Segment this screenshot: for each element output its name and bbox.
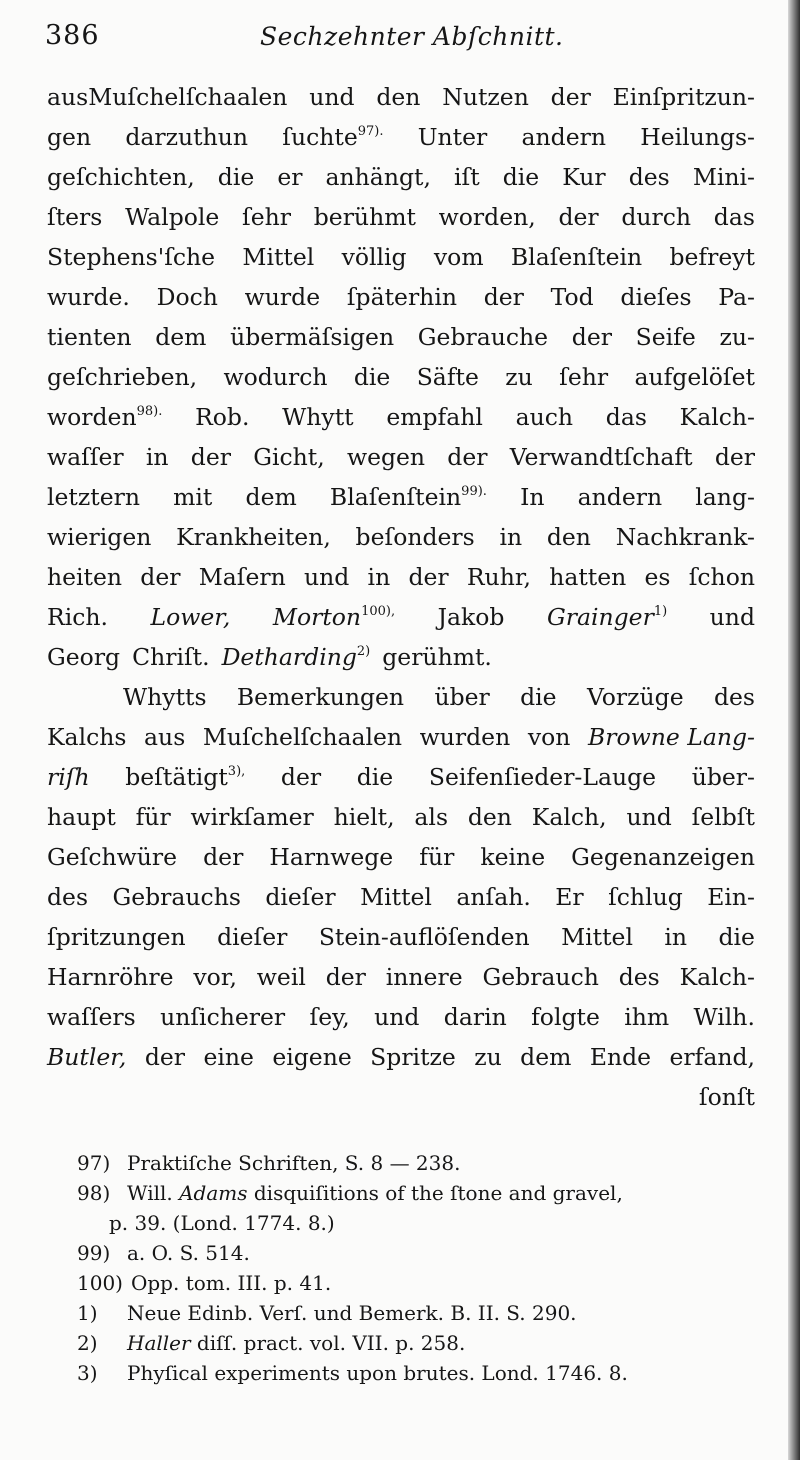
word: die [217, 163, 255, 191]
word [144, 717, 185, 757]
word-text: gen [47, 123, 92, 151]
word-text: worden [47, 403, 137, 431]
word: Harnröhre [47, 963, 174, 991]
footnote [77, 1358, 757, 1388]
word-text: Kalch- [679, 403, 755, 431]
word: ſehr [242, 203, 292, 231]
word-text: Whytt [282, 403, 354, 431]
word [590, 1037, 651, 1077]
word [222, 637, 371, 682]
word-text: Chriſt. [132, 643, 210, 671]
word-text: der [144, 1043, 186, 1071]
word-text: Rob. [195, 403, 250, 431]
text-line [47, 677, 755, 717]
word: und [626, 803, 672, 831]
word: des [618, 963, 660, 991]
text-line [47, 997, 755, 1037]
word-text: Spritze [370, 1043, 456, 1071]
word: haupt [47, 803, 116, 831]
word: Seife [635, 323, 696, 351]
word [547, 597, 667, 642]
footnote-text: p. 39. (Lond. 1774. 8.) [109, 1211, 335, 1235]
word: geſchrieben, [47, 363, 198, 391]
footnote-reference: 100), [361, 604, 396, 619]
word: der [140, 563, 181, 591]
word-text: Muſchelſchaalen [202, 723, 403, 751]
word: geſchichten, [47, 163, 195, 191]
word: Blaſenſtein [510, 243, 643, 271]
word: Mittel [561, 923, 633, 951]
word: den [467, 803, 512, 831]
word [47, 757, 90, 797]
footnote [77, 1238, 757, 1268]
italic-name: Detharding [221, 643, 357, 671]
word: in [664, 923, 688, 951]
word: Nachkrank- [615, 523, 755, 551]
word: die [353, 363, 391, 391]
word: dieſes [620, 283, 692, 311]
word: und [303, 563, 350, 591]
word: ſelbſt [691, 803, 755, 831]
page-edge-shadow [788, 0, 800, 1460]
word [272, 1037, 351, 1077]
word-text: beſtätigt [125, 763, 228, 791]
word-text: dem [520, 1043, 572, 1071]
word: zu- [719, 323, 755, 351]
word: wierigen [47, 523, 152, 551]
text-line [47, 797, 755, 837]
word [282, 117, 383, 162]
word-text: Seifenſieder-Lauge [428, 763, 657, 791]
word [47, 637, 120, 677]
word-text: eigene [272, 1043, 352, 1071]
word [429, 757, 656, 797]
word [281, 757, 321, 797]
word: dem [155, 323, 207, 351]
word: des [47, 883, 89, 911]
word: Einſpritzun- [612, 83, 755, 111]
word: der [558, 203, 599, 231]
word: Nutzen [442, 83, 529, 111]
word: innere [385, 963, 463, 991]
word [695, 477, 755, 517]
word: den [546, 523, 591, 551]
word: berühmt [313, 203, 416, 231]
word [132, 637, 209, 677]
word [47, 477, 140, 517]
footnote [77, 1298, 757, 1328]
word [516, 397, 573, 437]
word: Walpole [125, 203, 220, 231]
text-line [47, 437, 755, 477]
word [418, 117, 488, 157]
word: der [483, 283, 524, 311]
word: völlig [341, 243, 407, 271]
text-line [47, 717, 755, 757]
word-text: auch [515, 403, 574, 431]
word [125, 757, 245, 802]
word-text: Kalchs [47, 723, 127, 751]
word: keine [480, 843, 546, 871]
word [47, 397, 162, 442]
word [47, 717, 126, 757]
word: Gebrauch [482, 963, 599, 991]
footnote-number: 100) [77, 1271, 123, 1295]
word [474, 1037, 502, 1077]
text-line [47, 317, 755, 357]
footnote-number: 1) [77, 1301, 98, 1325]
footnotes [77, 1148, 757, 1388]
word [710, 597, 755, 637]
word [692, 757, 755, 797]
word: befreyt [669, 243, 755, 271]
word: der [190, 443, 231, 471]
word: tienten [47, 323, 132, 351]
footnote [77, 1268, 757, 1298]
word-text: von [527, 723, 571, 751]
page-number: 386 [45, 20, 100, 51]
word: Wilh. [693, 1003, 755, 1031]
word: Whytts [123, 683, 207, 711]
word: ſehr [559, 363, 609, 391]
word [47, 117, 91, 157]
word [246, 477, 297, 517]
word: unſicherer [160, 1003, 286, 1031]
text-line [47, 1037, 755, 1077]
italic-name: Grainger [546, 603, 654, 631]
word [522, 117, 606, 157]
word [680, 397, 755, 437]
footnote [77, 1328, 757, 1358]
word: vor, [193, 963, 237, 991]
footnote [77, 1178, 757, 1208]
text-line [47, 917, 755, 957]
word-text: letztern [47, 483, 140, 511]
word: dieſer [217, 923, 288, 951]
word: hatten [549, 563, 627, 591]
word: Mittel [242, 243, 315, 271]
word: der [550, 83, 591, 111]
word [386, 397, 483, 437]
word: Stephens'ſche [47, 243, 216, 271]
footnote-author: Adams [179, 1181, 248, 1205]
word: wurde. [47, 283, 130, 311]
word [606, 397, 647, 437]
word: waſſers [47, 1003, 136, 1031]
word: Vorzüge [586, 683, 684, 711]
word: in [499, 523, 523, 551]
word: wurde [244, 283, 321, 311]
word-text: aus [144, 723, 186, 751]
footnote-number: 2) [77, 1331, 98, 1355]
text-line [47, 397, 755, 437]
word: Gegenanzeigen [571, 843, 755, 871]
word-text: darzuthun [125, 123, 248, 151]
word: ſpritzungen [47, 923, 186, 951]
word: wegen [346, 443, 426, 471]
word [203, 1037, 253, 1077]
text-line [47, 117, 755, 157]
word [382, 637, 492, 677]
word [357, 757, 393, 797]
word: ſpäterhin [346, 283, 457, 311]
word [282, 397, 353, 437]
word: darin [443, 1003, 507, 1031]
footnote-text: Will. [127, 1181, 180, 1205]
text-line [47, 597, 755, 637]
word: Maſern [198, 563, 286, 591]
text-line [47, 477, 755, 517]
word: es [644, 563, 671, 591]
footnote-text: Praktiſche Schriften, S. 8 — 238. [127, 1151, 461, 1175]
text-line [47, 637, 755, 677]
footnote-text: Phyſical experiments upon brutes. Lond. 1746. 8. [127, 1361, 628, 1385]
text-line [47, 957, 755, 997]
word [370, 1037, 456, 1077]
word: übermäſsigen [230, 323, 395, 351]
word-text: andern [577, 483, 663, 511]
word: hielt, [333, 803, 395, 831]
word: der [325, 963, 366, 991]
word [273, 597, 395, 642]
word: den [376, 83, 421, 111]
footnote-number: 99) [77, 1241, 111, 1265]
italic-name: Butler, [47, 1043, 127, 1071]
text-line [47, 237, 755, 277]
word: vom [433, 243, 484, 271]
footnote-number: 3) [77, 1361, 98, 1385]
word: ſonſt [698, 1083, 755, 1111]
italic-name: Morton [272, 603, 362, 631]
word: zu [505, 363, 533, 391]
word-text: mit [173, 483, 213, 511]
word [640, 117, 755, 157]
word: ihm [624, 1003, 670, 1031]
word-text: die [356, 763, 394, 791]
word: Doch [156, 283, 218, 311]
word-text: wurden [419, 723, 511, 751]
body-text [47, 77, 755, 1117]
footnote-text: Opp. tom. III. p. 41. [130, 1271, 332, 1295]
text-line [47, 557, 755, 597]
word: der [408, 563, 449, 591]
footnote-reference: 99). [461, 484, 487, 499]
word [125, 117, 248, 157]
word-text: und [709, 603, 755, 631]
word-text: empfahl [386, 403, 483, 431]
footnote-reference: 2) [356, 644, 371, 659]
word [145, 1037, 185, 1077]
word: folgte [531, 1003, 600, 1031]
word: wirkſamer [190, 803, 314, 831]
footnote-text: a. O. S. 514. [127, 1241, 250, 1265]
word: worden, [438, 203, 536, 231]
word-text: das [605, 403, 647, 431]
word: weil [256, 963, 306, 991]
word-text: andern [521, 123, 606, 151]
word: Gebrauche [417, 323, 549, 351]
word: wodurch [223, 363, 328, 391]
italic-name: Browne Lang- [587, 723, 755, 751]
word [520, 477, 544, 517]
word: Mini- [692, 163, 755, 191]
footnote [77, 1148, 757, 1178]
word-text: Heilungs- [640, 123, 755, 151]
word: des [713, 683, 755, 711]
text-line [47, 277, 755, 317]
footnote-reference: 97). [357, 124, 384, 139]
word [578, 477, 662, 517]
word-text: Jakob [437, 603, 505, 631]
text-line [47, 877, 755, 917]
word-text: über- [691, 763, 755, 791]
word [528, 717, 571, 757]
word: die [718, 923, 755, 951]
word [150, 597, 230, 637]
footnote-text: diſſ. pract. vol. VII. p. 258. [190, 1331, 466, 1355]
word: Mittel [360, 883, 432, 911]
word: beſonders [355, 523, 475, 551]
word: ſters [47, 203, 103, 231]
word: Säfte [416, 363, 479, 391]
word-text: eine [203, 1043, 254, 1071]
word: Er [555, 883, 584, 911]
text-line [47, 757, 755, 797]
word [203, 717, 402, 757]
word: Kalch, [531, 803, 607, 831]
word: Kalch- [679, 963, 755, 991]
word-text: Unter [417, 123, 488, 151]
word: für [419, 843, 455, 871]
word: ſchon [688, 563, 755, 591]
word-text: In [520, 483, 545, 511]
word [588, 717, 755, 757]
word: und [374, 1003, 420, 1031]
word: heiten [47, 563, 123, 591]
footnote [77, 1208, 757, 1238]
text-line [47, 517, 755, 557]
word: Kur [562, 163, 606, 191]
italic-name: Lower, [150, 603, 231, 631]
word-text: Rich. [47, 603, 108, 631]
word-text: gerühmt. [382, 643, 492, 671]
word: das [713, 203, 755, 231]
word: in [145, 443, 169, 471]
word [520, 1037, 571, 1077]
word-text: der [280, 763, 322, 791]
word: Tod [550, 283, 594, 311]
footnote-reference: 3), [227, 764, 246, 779]
word: er [277, 163, 303, 191]
text-line [47, 1077, 755, 1117]
italic-name: riſh [47, 763, 90, 791]
word: für [135, 803, 171, 831]
word [195, 397, 249, 437]
word: iſt [453, 163, 480, 191]
word: Ein- [707, 883, 755, 911]
word: dieſer [265, 883, 336, 911]
word: Pa- [718, 283, 755, 311]
word: der [203, 843, 244, 871]
word: ſey, [309, 1003, 350, 1031]
text-line [47, 197, 755, 237]
word-text: lang- [695, 483, 755, 511]
word [173, 477, 212, 517]
word: anſah. [456, 883, 531, 911]
word: durch [621, 203, 692, 231]
word-text: erfand, [669, 1043, 755, 1071]
word [330, 477, 487, 522]
word-text: ſuchte [282, 123, 358, 151]
text-line [47, 157, 755, 197]
word-text: Georg [47, 643, 121, 671]
word-text: Ende [589, 1043, 652, 1071]
word: des [628, 163, 670, 191]
text-line [47, 77, 755, 117]
word [47, 597, 108, 637]
word: die [520, 683, 557, 711]
text-line [47, 837, 755, 877]
footnote-text: Neue Edinb. Verſ. und Bemerk. B. II. S. 290. [127, 1301, 577, 1325]
footnote-author: Haller [127, 1331, 191, 1355]
word: der [571, 323, 612, 351]
word: und [309, 83, 355, 111]
word: der [447, 443, 488, 471]
word [438, 597, 505, 637]
word: Verwandtſchaft [509, 443, 693, 471]
word-text: zu [474, 1043, 502, 1071]
word: über [434, 683, 490, 711]
word: ausMuſchelſchaalen [47, 83, 288, 111]
word: der [714, 443, 755, 471]
word [420, 717, 511, 757]
word: die [502, 163, 540, 191]
word-text: dem [245, 483, 297, 511]
word: Bemerkungen [236, 683, 405, 711]
word: Geſchwüre [47, 843, 178, 871]
word: Ruhr, [466, 563, 531, 591]
footnote-reference: 1) [653, 604, 668, 619]
footnote-number: 98) [77, 1181, 111, 1205]
running-title: Sechzehnter Abſchnitt. [260, 22, 564, 51]
word: Gebrauchs [112, 883, 241, 911]
word: Gicht, [253, 443, 325, 471]
word [47, 1037, 126, 1077]
text-line [47, 357, 755, 397]
footnote-reference: 98). [136, 404, 163, 419]
footnote-text: disquiſitions of the ſtone and gravel, [247, 1181, 623, 1205]
word: als [414, 803, 449, 831]
word: anhängt, [325, 163, 431, 191]
word [670, 1037, 756, 1077]
word-text: Blaſenſtein [329, 483, 462, 511]
word: Krankheiten, [176, 523, 331, 551]
page-header [45, 20, 745, 60]
word: in [367, 563, 391, 591]
footnote-number: 97) [77, 1151, 111, 1175]
word: Harnwege [269, 843, 394, 871]
word: Stein-auflöſenden [318, 923, 530, 951]
word: aufgelöſet [634, 363, 755, 391]
word: waſſer [47, 443, 124, 471]
word: ſchlug [608, 883, 683, 911]
